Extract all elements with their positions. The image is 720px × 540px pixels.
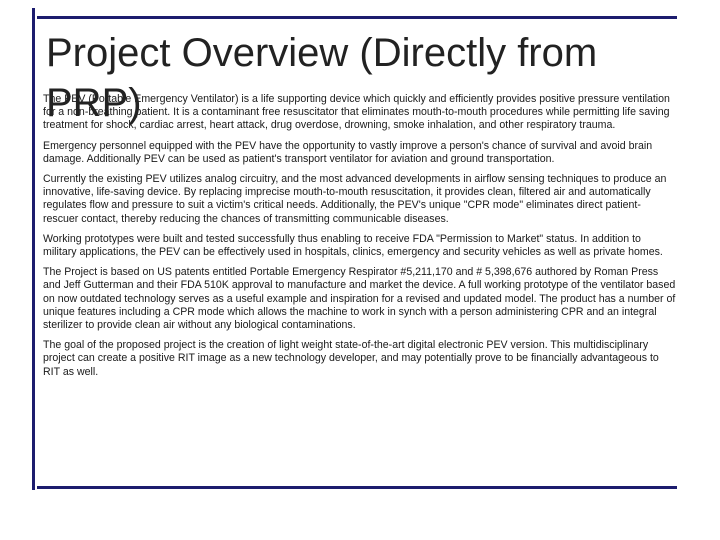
paragraph-patents: The Project is based on US patents entitled Portable Emergency Respirator #5,211,170 and # 5,398,676 authored by Roman Press and Jeff Gutterman and their FDA 510K approval to manufacture and market the device. A full working prototype of the ventilator based on now outdated technology serves as a useful example and inspiration for a revised and updated model. The product has a number of unique features including a CPR mode which allows the machine to work in synch with a person administering CPR and an integral sterilizer to provide clean air without any biological contaminations.: [43, 266, 676, 332]
top-rule: [37, 16, 677, 19]
slide-body: [43, 93, 676, 386]
left-rule: [32, 8, 35, 490]
paragraph-emergency-personnel: Emergency personnel equipped with the PEV have the opportunity to vastly improve a person's chance of survival and avoid brain damage. Additionally PEV can be used as patient's transport ventilator for aviation and ground transportation.: [43, 139, 653, 165]
paragraph-prototypes: Working prototypes were built and tested successfully thus enabling to receive FDA "Permission to Market" status. In addition to military applications, the PEV can be effectively used in hospitals, clinics, emergency and security vehicles as well as private homes.: [43, 232, 663, 259]
slide-title: Project Overview (Directly from PRP): [46, 31, 598, 125]
paragraph-current-pev: Currently the existing PEV utilizes analog circuitry, and the most advanced developments in airflow sensing techniques to produce an innovative, life-saving device. By replacing imprecise mouth-to-mouth resuscitation, it provides clean, filtered air and automatically regulates flow and pressure to suit a victim's critical needs. Additionally, the PEV's unique "CPR mode" eliminates direct patient-rescuer contact, thereby reducing the chances of transmitting communicable diseases.: [43, 173, 667, 225]
bottom-rule: [37, 486, 677, 489]
paragraph-goal: The goal of the proposed project is the creation of light weight state-of-the-art digital electronic PEV version. This multidisciplinary project can create a positive RIT image as a new technology developer, and may potentially prove to be financially advantageous to RIT as well.: [43, 339, 659, 378]
paragraph-overview: The PEV (Portable Emergency Ventilator) is a life supporting device which quickly and efficiently provides positive pressure ventilation for a non-breathing patient. It is a contaminant free resuscitator that eliminates mouth-to-mouth procedures while permitting life saving treatment for shock, cardiac arrest, heart attack, drug overdose, drowning, smoke inhalation, and other respiratory trauma.: [43, 93, 670, 132]
